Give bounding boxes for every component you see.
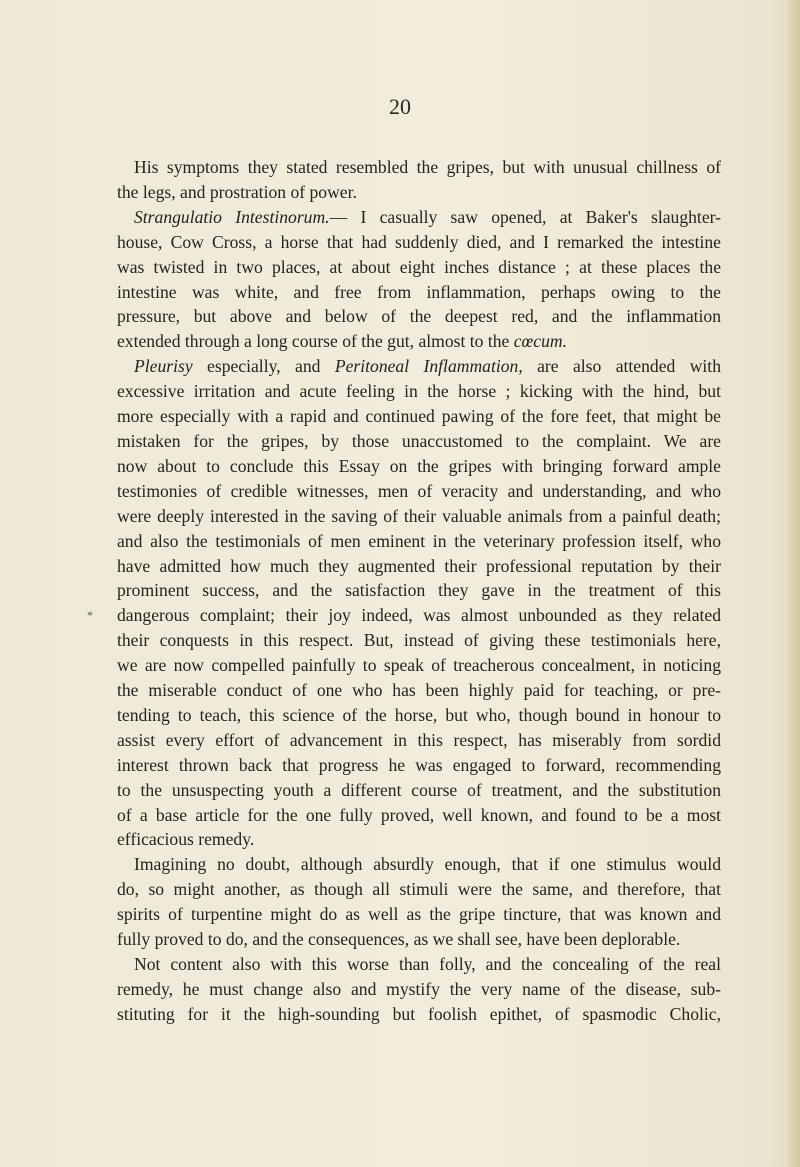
text-line: His symptoms they stated resembled the gripes, but with unusual chillness of [134, 157, 721, 177]
text-fragment: extended through a long course of the gut, almost to the [117, 331, 514, 352]
text-line: Imagining no doubt, although absurdly enough, that if one stimulus would [134, 854, 721, 875]
text-line: pressure, but above and below of the deepest red, and the inflammation [117, 306, 721, 327]
text-line [117, 354, 721, 379]
text-line: testimonies of credible witnesses, men of veracity and understanding, and who [117, 480, 721, 501]
text-line: we are now compelled painfully to speak of treacherous concealment, in noticing [117, 655, 721, 676]
text-line: remedy, he must change also and mystify the very name of the disease, sub- [117, 978, 721, 999]
text-line: efficacious remedy. [117, 829, 255, 850]
text-line: tending to teach, this science of the horse, but who, though bound in honour to [117, 704, 721, 725]
text-line: assist every effort of advancement in this respect, has miserably from sordid [117, 729, 721, 750]
text-fragment: — I casually saw opened, at Baker's slaughter- [329, 206, 721, 227]
text-line: spirits of turpentine might do as well as the gripe tincture, that was known and [117, 904, 721, 925]
text-line: more especially with a rapid and continued pawing of the fore feet, that might be [117, 406, 721, 427]
text-line: the miserable conduct of one who has been highly paid for teaching, or pre- [117, 680, 721, 701]
body-text [117, 155, 721, 1027]
section-heading-strangulatio: Strangulatio Intestinorum. [134, 206, 330, 227]
text-line: stituting for it the high-sounding but foolish epithet, of spasmodic Cholic, [117, 1003, 721, 1024]
text-line: interest thrown back that progress he was engaged to forward, recommending [117, 754, 721, 775]
section-heading-pleurisy: Pleurisy [134, 356, 193, 377]
text-line: have admitted how much they augmented their professional reputation by their [117, 555, 721, 576]
text-line: Not content also with this worse than folly, and the concealing of the real [134, 954, 721, 974]
text-line: to the unsuspecting youth a different course of treatment, and the substitution [117, 779, 721, 800]
text-line: mistaken for the gripes, by those unaccustomed to the complaint. We are [117, 430, 721, 451]
text-line: intestine was white, and free from inflammation, perhaps owing to the [117, 281, 721, 302]
text-line: fully proved to do, and the consequences, as we shall see, have been deplorable. [117, 929, 681, 950]
text-fragment: especially, and [192, 356, 335, 377]
text-line: was twisted in two places, at about eight inches distance ; at these places the [117, 256, 721, 277]
text-line: prominent success, and the satisfaction they gave in the treatment of this [117, 580, 721, 601]
text-line: their conquests in this respect. But, instead of giving these testimonials here, [117, 630, 721, 651]
section-heading-peritoneal: Peritoneal Inflammation, [334, 356, 523, 377]
page-edge-shadow [786, 0, 800, 1167]
text-line [117, 329, 721, 354]
text-line: dangerous complaint; their joy indeed, was almost unbounded as they related [117, 605, 721, 626]
text-line: excessive irritation and acute feeling in the horse ; kicking with the hind, but [117, 381, 721, 402]
text-line: house, Cow Cross, a horse that had suddenly died, and I remarked the intestine [117, 231, 721, 252]
page-number: 20 [389, 94, 411, 119]
text-line: now about to conclude this Essay on the gripes with bringing forward ample [117, 455, 721, 476]
text-line [117, 205, 721, 230]
text-line: do, so might another, as though all stimuli were the same, and therefore, that [117, 879, 721, 900]
text-line: and also the testimonials of men eminent in the veterinary profession itself, who [117, 530, 721, 551]
text-line: the legs, and prostration of power. [117, 181, 357, 202]
text-line: were deeply interested in the saving of their valuable animals from a painful death; [117, 505, 721, 526]
italic-term-caecum: cœcum. [513, 331, 568, 352]
text-fragment: are also attended with [522, 356, 721, 377]
text-line: of a base article for the one fully proved, well known, and found to be a most [117, 804, 721, 825]
margin-mark: * [87, 608, 93, 622]
